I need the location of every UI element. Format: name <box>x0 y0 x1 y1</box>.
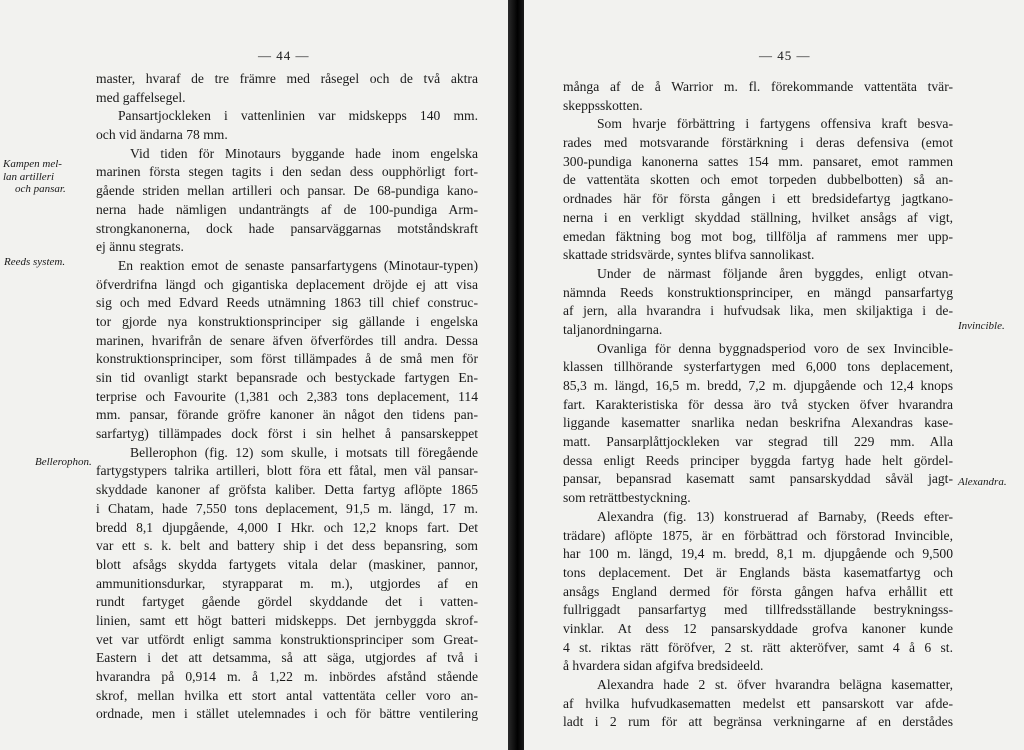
text-line: tons deplacement. Det är Englands bästa kasematfartyg och <box>563 564 953 580</box>
text-line: Alexandra hade 2 st. öfver hvarandra belägna kasematter, <box>597 677 953 692</box>
text-line: fullriggadt pansarfartyg med tillfredsställande bestrykningss- <box>563 602 953 618</box>
margin-note: Bellerophon. <box>35 456 92 468</box>
text-line: terprise och Favourite (1,381 och 2,383 tons deplacement, 114 <box>96 388 478 404</box>
text-line: trädare) aflöpte 1875, är en förbättrad och förstorad Invincible, <box>563 527 953 543</box>
text-line: 85,3 m. längd, 16,5 m. bredd, 7,2 m. djupgående och 12,4 knops <box>563 378 953 393</box>
text-line: master, hvaraf de tre främre med råsegel och de två aktra <box>96 71 478 86</box>
text-line: skyddade kanoner af gröfsta kaliber. Detta fartyg aflöpte 1865 <box>96 482 478 498</box>
text-line: har 100 m. längd, 19,4 m. bredd, 8,1 m. djupgående och 9,500 <box>563 546 953 562</box>
page-number: — 45 — <box>759 48 811 63</box>
text-line: skattade stridsvärde, syntes blifva sannolikast. <box>563 247 815 263</box>
text-line: Alexandra (fig. 13) konstruerad af Barnaby, (Reeds efter- <box>597 508 953 524</box>
text-line: Under de närmast följande åren byggdes, enligt otvan- <box>597 265 953 281</box>
text-line: En reaktion emot de senaste pansarfartygens (Minotaur-typen) <box>118 257 478 273</box>
text-line: i Chatam, hade 7,550 tons deplacement, 91,5 m. längd, 17 m. <box>96 500 478 516</box>
text-line: ammunitionsdurkar, styrapparat m. m.), utgjordes af en <box>96 575 478 591</box>
text-line: ansågs England dermed för första gången hafva erhållit ett <box>563 583 953 599</box>
margin-note-line: och pansar. <box>15 183 66 195</box>
text-line: 300-pundiga kanonerna sattes 154 mm. pansaret, emot rammen <box>563 153 953 169</box>
margin-note-line: Kampen mel- <box>3 158 62 170</box>
text-line: blott afsågs skydda fartygets vitala delar (maskiner, pannor, <box>96 556 478 572</box>
text-line: fart. Karakteristiska för dessa äro två stycken öfver hvarandra <box>563 396 953 412</box>
text-line: de vattentäta skotten och emot torpeden dubbelbotten) så an- <box>563 172 953 188</box>
right-page-text <box>563 78 953 732</box>
text-line: ladt i 2 rum för att begränsa verkningarne af en derstådes <box>563 714 953 730</box>
text-line: rades med motsvarande förstärkning i deras defensiva (emot <box>563 135 953 151</box>
text-line: Ovanliga för denna byggnadsperiod voro de sex Invincible- <box>597 340 953 356</box>
text-line: gående striden mellan artilleri och pansar. De 68-pundiga kano- <box>96 183 478 199</box>
text-line: emedan fäktning bog mot bog, tillfölja af rammens mer upp- <box>563 228 953 244</box>
margin-note: Reeds system. <box>4 256 66 268</box>
book-gutter <box>508 0 524 750</box>
text-line: vet var utfördt enligt samma konstruktionsprinciper som Great- <box>96 631 478 647</box>
text-line: rundt fartyget gående gördel skyddande det i vatten- <box>96 594 478 610</box>
text-line: Vid tiden för Minotaurs byggande hade inom engelska <box>130 145 478 161</box>
text-line: af hvilka hufvudkasematten medelst ett pansarskott var afde- <box>563 695 953 711</box>
text-line: vinklar. At dess 12 pansarskyddade grofva kanoner kunde <box>563 620 953 636</box>
text-line: matt. Pansarplåttjockleken var stegrad till 229 mm. Alla <box>563 434 953 450</box>
text-line: marinen, hvarifrån de senare äfven öfverfördes till andra. Dessa <box>96 332 478 348</box>
text-line: ordnades här för första gången i ett bredsidefartyg jagtkano- <box>563 191 953 207</box>
text-line: ej ännu stegrats. <box>96 239 184 255</box>
text-line: med gaffelsegel. <box>96 89 186 105</box>
text-line: sarfartyg) tillämpades dock först i sin helhet å pansarskeppet <box>96 426 478 442</box>
text-line: skrof, mellan hvilka ett stort antal vattentäta celler voro an- <box>96 687 478 703</box>
text-line: Pansartjockleken i vattenlinien var midskepps 140 mm. <box>118 108 478 124</box>
left-page <box>0 0 508 750</box>
text-line: som reträttbestyckning. <box>563 490 691 506</box>
text-line: och vid ändarna 78 mm. <box>96 127 228 143</box>
text-line: nämnda Reeds konstruktionsprinciper, en mängd pansarfartyg <box>563 284 953 300</box>
text-line: liggande kasematter snarlika nedan beskrifna Alexandras kase- <box>563 415 953 431</box>
margin-note-line: lan artilleri <box>3 170 55 183</box>
text-line: nerna i en verkligt skyddad ställning, hvilket ansågs af vigt, <box>563 209 953 225</box>
right-page <box>524 0 1024 750</box>
text-line: ordnade, men i stället utelemnades i och för bättre ventilering <box>96 706 478 722</box>
text-line: mm. pansar, förande gröfre kanoner än något den tidens pan- <box>96 407 478 423</box>
text-line: var ett s. k. belt and battery ship i det dess bepansring, som <box>96 538 478 554</box>
page-number: — 44 — <box>258 48 310 63</box>
text-line: konstruktionsprinciper, som först tillämpades å de små men för <box>96 351 478 367</box>
text-line: 4 st. riktas rätt föröfver, 2 st. rätt akteröfver, samt 4 å 6 st. <box>563 639 953 655</box>
text-line: dessa enligt Reeds principer byggda fartyg hade helt gördel- <box>563 452 953 468</box>
left-page-text <box>96 70 478 724</box>
text-line: Bellerophon (fig. 12) som skulle, i motsats till föregående <box>130 444 478 460</box>
text-line: skeppsskotten. <box>563 97 643 113</box>
text-line: klassen tillhörande systerfartygen med 6,000 tons deplacement, <box>563 359 953 375</box>
text-line: nerna hade nämligen undanträngts af de 100-pundiga Arm- <box>96 201 478 217</box>
text-line: marinen första stegen tagits i den sedan dess oupphörligt fort- <box>96 164 478 180</box>
margin-note: Invincible. <box>958 320 1005 332</box>
text-line: linien, samt ett högt batteri midskepps. Det jernbyggda skrof- <box>96 612 478 628</box>
text-line: Som hvarje förbättring i fartygens offensiva kraft besva- <box>597 116 953 132</box>
text-line: taljanordningarna. <box>563 321 663 337</box>
text-line: af jern, alla hvarandra i hufvudsak lika, men skiljaktiga i de- <box>563 303 953 319</box>
text-line: fartygstypers talrika artilleri, blott föra ett fåtal, men väl pansar- <box>96 463 478 479</box>
text-line: sin tid ovanligt starkt bepansrade och bestyckade fartygen En- <box>96 370 478 385</box>
margin-note <box>3 158 66 196</box>
text-line: öfverdrifna längd och gigantiska deplacement dröjde ej att visa <box>96 276 478 292</box>
text-line: strongkanonerna, dock hade pansarväggarnas motståndskraft <box>96 220 478 236</box>
text-line: hvarandra på 0,914 m. å 1,22 m. inbördes afstånd stående <box>96 669 478 684</box>
text-line: sig och med Edvard Reeds utnämning 1863 till chief construc- <box>96 295 478 311</box>
text-line: tor gjorde nya konstruktionsprinciper sig gällande i engelska <box>96 313 478 329</box>
text-line: många af de å Warrior m. fl. förekommande vattentäta tvär- <box>563 79 953 94</box>
text-line: å hvardera sidan afgifva bredsideeld. <box>563 658 764 674</box>
text-line: Eastern i det att detsamma, så att säga, utgjordes af två i <box>96 650 478 666</box>
text-line: pansar, bepansrad kasematt samt pansarskyddad såväl jagt- <box>563 471 953 487</box>
margin-note: Alexandra. <box>958 476 1007 488</box>
text-line: bredd 8,1 djupgående, 4,000 I Hkr. och 12,2 knops fart. Det <box>96 519 478 535</box>
